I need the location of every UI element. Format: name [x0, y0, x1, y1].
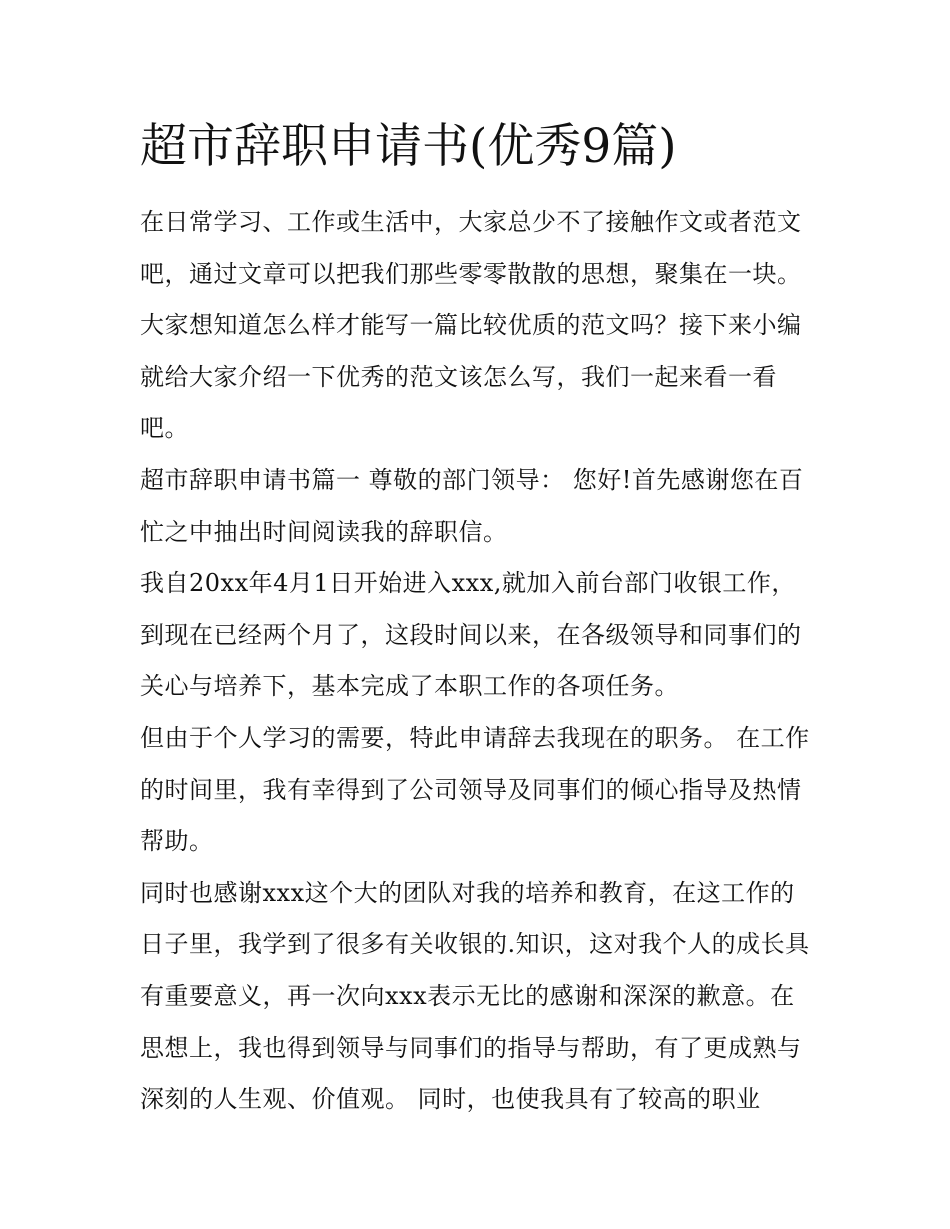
paragraph-intro: 在日常学习、工作或生活中，大家总少不了接触作文或者范文吧，通过文章可以把我们那些零零散散的思想，聚集在一块。大家想知道怎么样才能写一篇比较优质的范文吗？接下来小编就给大家介绍一下优秀的范文该怎么写，我们一起来看一看吧。 [140, 208, 802, 443]
document-body [140, 197, 812, 1126]
document-title: 超市辞职申请书(优秀9篇) [140, 119, 677, 174]
paragraph-reason: 但由于个人学习的需要，特此申请辞去我现在的职务。 在工作的时间里，我有幸得到了公司领导及同事们的倾心指导及热情帮助。 [140, 723, 810, 856]
paragraph-employment: 我自20xx年4月1日开始进入xxx,就加入前台部门收银工作，到现在已经两个月了，这段时间以来，在各级领导和同事们的关心与培养下，基本完成了本职工作的各项任务。 [140, 569, 802, 701]
paragraph-greeting: 超市辞职申请书篇一 尊敬的部门领导： 您好!首先感谢您在百忙之中抽出时间阅读我的辞职信。 [140, 465, 804, 546]
paragraph-thanks: 同时也感谢xxx这个大的团队对我的培养和教育，在这工作的日子里，我学到了很多有关收银的.知识，这对我个人的成长具有重要意义，再一次向xxx表示无比的感谢和深深的歉意。在思想上，我也得到领导与同事们的指导与帮助，有了更成熟与深刻的人生观、价值观。 同时，也使我具有了较高的职业 [140, 878, 810, 1114]
